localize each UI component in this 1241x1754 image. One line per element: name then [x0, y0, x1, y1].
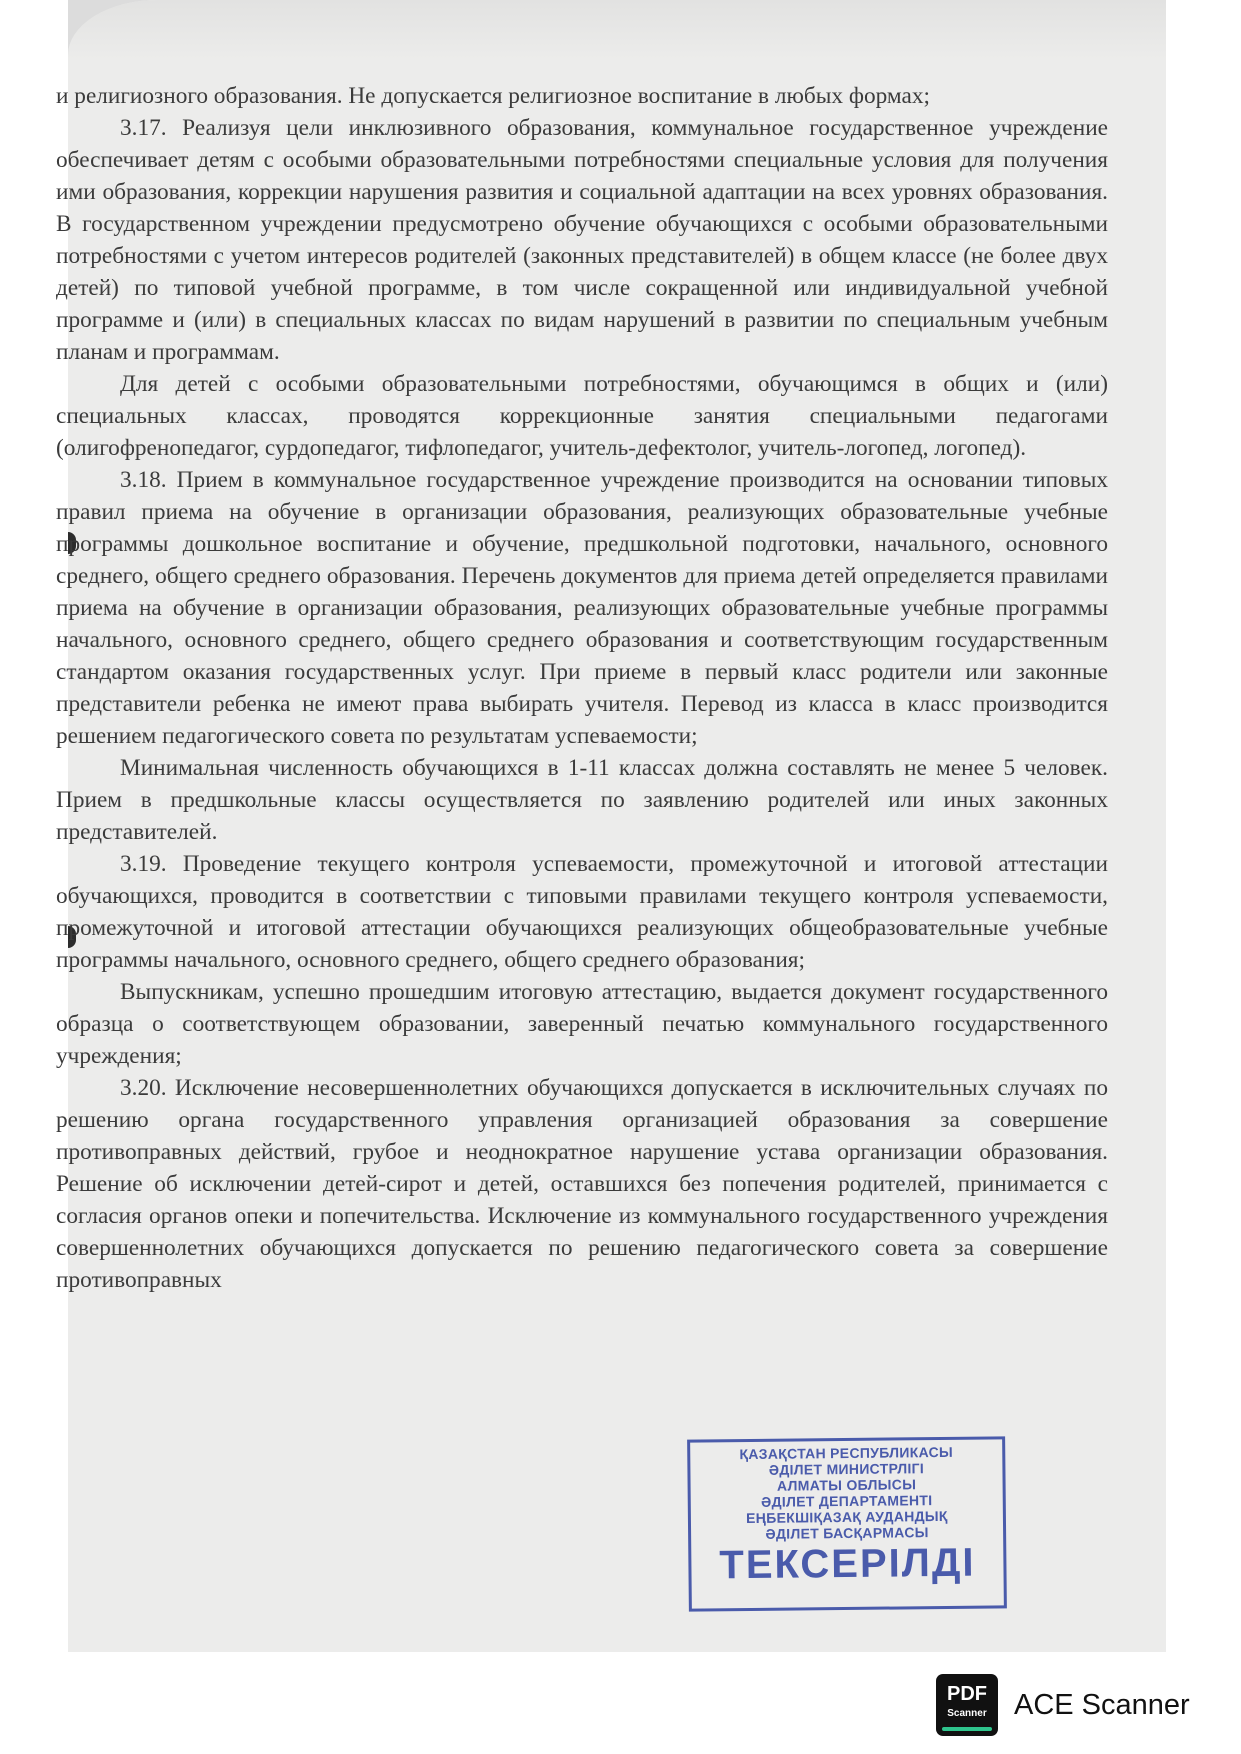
- scanner-watermark: [936, 1674, 1190, 1736]
- paragraph: Выпускникам, успешно прошедшим итоговую аттестацию, выдается документ государственного образца о соответствующем образовании, заверенный печатью коммунального государственного учреждения;: [56, 979, 1108, 1069]
- app-name: ACE Scanner: [1014, 1688, 1190, 1721]
- paragraph: Для детей с особыми образовательными потребностями, обучающимся в общих и (или) специальных классах, проводятся коррекционные занятия специальными педагогами (олигофренопедагог, сурдопедагог, тифлопедагог, учитель-дефектолог, учитель-логопед, логопед).: [56, 371, 1108, 461]
- stamp-line: ӘДІЛЕТ ДЕПАРТАМЕНТІ: [761, 1492, 933, 1510]
- verification-stamp: [687, 1436, 1007, 1611]
- stamp-line: ЕҢБЕКШІҚАЗАҚ АУДАНДЫҚ: [746, 1507, 948, 1527]
- paragraph: Минимальная численность обучающихся в 1-11 классах должна составлять не менее 5 человек. Прием в предшкольные классы осуществляется по заявлению родителей или иных законных представителей.: [56, 755, 1108, 845]
- document-body: [56, 80, 1108, 1296]
- stamp-line: ӘДІЛЕТ БАСҚАРМАСЫ: [765, 1524, 929, 1542]
- logo-subtext: Scanner: [947, 1708, 987, 1719]
- pdf-scanner-logo-icon: [936, 1674, 998, 1736]
- paragraph-3-18: 3.18. Прием в коммунальное государственное учреждение производится на основании типовых правил приема на обучение в организации образования, реализующих образовательные учебные программы дошкольное воспитание и обучение, предшкольной подготовки, начального, основного среднего, общего среднего образования. Перечень документов для приема детей определяется правилами приема на обучение в организации образования, реализующих образовательные учебные программы начального, основного среднего, общего среднего образования и соответствующим государственным стандартом оказания государственных услуг. При приеме в первый класс родители или законные представители ребенка не имеют права выбирать учителя. Перевод из класса в класс производится решением педагогического совета по результатам успеваемости;: [56, 467, 1108, 749]
- logo-text: PDF: [947, 1683, 987, 1705]
- paragraph-3-19: 3.19. Проведение текущего контроля успеваемости, промежуточной и итоговой аттестации обучающихся, проводится в соответствии с типовыми правилами текущего контроля успеваемости, промежуточной и итоговой аттестации обучающихся реализующих общеобразовательные учебные программы начального, основного среднего, общего среднего образования;: [56, 851, 1108, 973]
- logo-accent-bar: [942, 1727, 992, 1731]
- stamp-verified: ТЕКСЕРІЛДІ: [719, 1540, 976, 1588]
- paragraph: и религиозного образования. Не допускается религиозное воспитание в любых формах;: [56, 83, 930, 109]
- paragraph-3-20: 3.20. Исключение несовершеннолетних обучающихся допускается в исключительных случаях по решению органа государственного управления организацией образования за совершение противоправных действий, грубое и неоднократное нарушение устава организации образования. Решение об исключении детей-сирот и детей, оставшихся без попечения родителей, принимается с согласия органов опеки и попечительства. Исключение из коммунального государственного учреждения совершеннолетних обучающихся допускается по решению педагогического совета за совершение противоправных: [56, 1075, 1108, 1293]
- stamp-line: ӘДІЛЕТ МИНИСТРЛІГІ: [768, 1460, 925, 1478]
- stamp-line: АЛМАТЫ ОБЛЫСЫ: [776, 1476, 917, 1494]
- stamp-line: ҚАЗАҚСТАН РЕСПУБЛИКАСЫ: [739, 1443, 954, 1463]
- paragraph-3-17: 3.17. Реализуя цели инклюзивного образования, коммунальное государственное учреждение обеспечивает детям с особыми образовательными потребностями специальные условия для получения ими образования, коррекции нарушения развития и социальной адаптации на всех уровнях образования. В государственном учреждении предусмотрено обучение обучающихся с особыми образовательными потребностями с учетом интересов родителей (законных представителей) в общем классе (не более двух детей) по типовой учебной программе, в том числе сокращенной или индивидуальной учебной программе и (или) в специальных классах по видам нарушений в развитии по специальным учебным планам и программам.: [56, 115, 1108, 365]
